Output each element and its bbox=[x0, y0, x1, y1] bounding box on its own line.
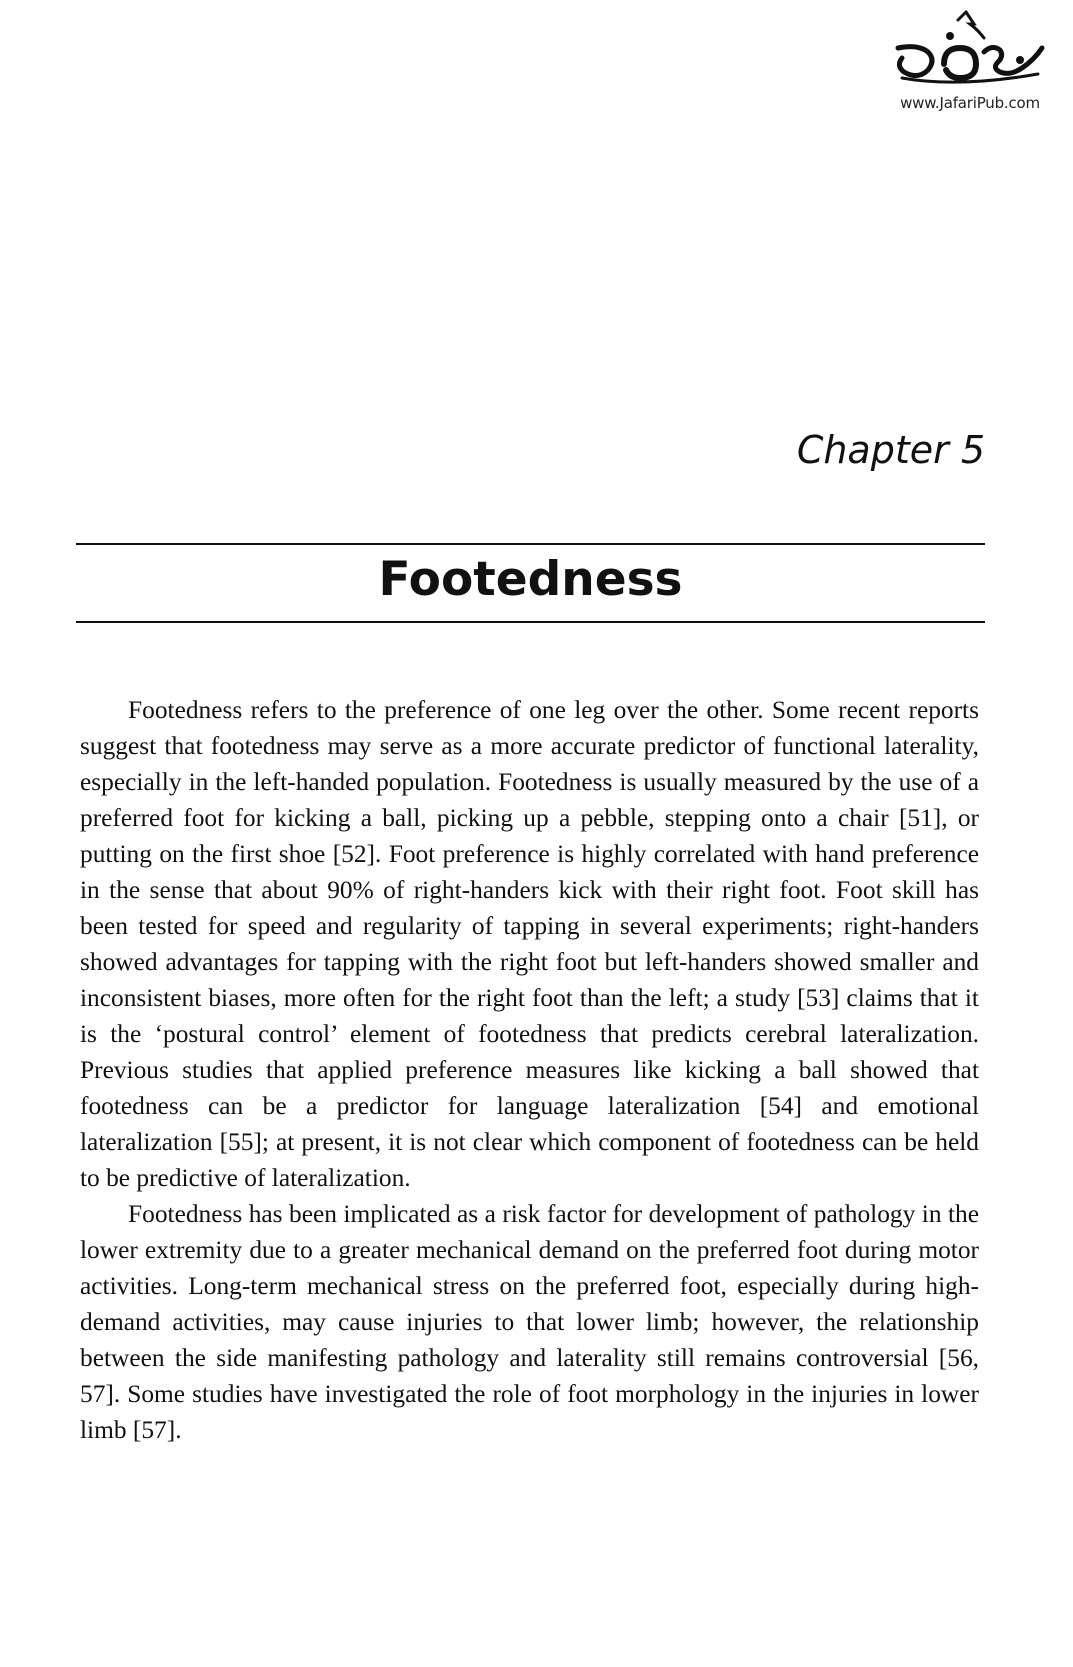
paragraph: Footedness has been implicated as a risk factor for development of pathology in the lower extremity due to a greater mechanical demand on the preferred foot during motor activities. Long-term mechanical stress on the preferred foot, especially during high-demand activities, may cause injuries to that lower limb; however, the relationship between the side manifesting pathology and laterality still remains controversial [56, 57]. Some studies have investigated the role of foot morphology in the injuries in lower limb [57]. bbox=[80, 1200, 979, 1444]
body-text bbox=[80, 692, 979, 1448]
publisher-url: www.JafariPub.com bbox=[900, 94, 1040, 112]
calligraphy-logo-icon bbox=[888, 8, 1048, 90]
title-rule-bottom bbox=[76, 621, 985, 623]
paragraph: Footedness refers to the preference of one leg over the other. Some recent reports suggest that footedness may serve as a more accurate predictor of functional laterality, especially in the left-handed population. Footedness is usually measured by the use of a preferred foot for kicking a ball, picking up a pebble, stepping onto a chair [51], or putting on the first shoe [52]. Foot preference is highly correlated with hand preference in the sense that about 90% of right-handers kick with their right foot. Foot skill has been tested for speed and regularity of tapping in several experiments; right-handers showed advantages for tapping with the right foot but left-handers showed smaller and inconsistent biases, more often for the right foot than the left; a study [53] claims that it is the ‘postural control’ element of footedness that predicts cerebral lateralization. Previous studies that applied preference measures like kicking a ball showed that footedness can be a predictor for language lateralization [54] and emotional lateralization [55]; at present, it is not clear which component of footedness can be held to be predictive of lateralization. bbox=[80, 696, 979, 1192]
title-rule-top bbox=[76, 543, 985, 545]
chapter-title: Footedness bbox=[378, 552, 683, 607]
chapter-number: Chapter 5 bbox=[796, 428, 985, 472]
publisher-logo bbox=[880, 8, 1060, 113]
